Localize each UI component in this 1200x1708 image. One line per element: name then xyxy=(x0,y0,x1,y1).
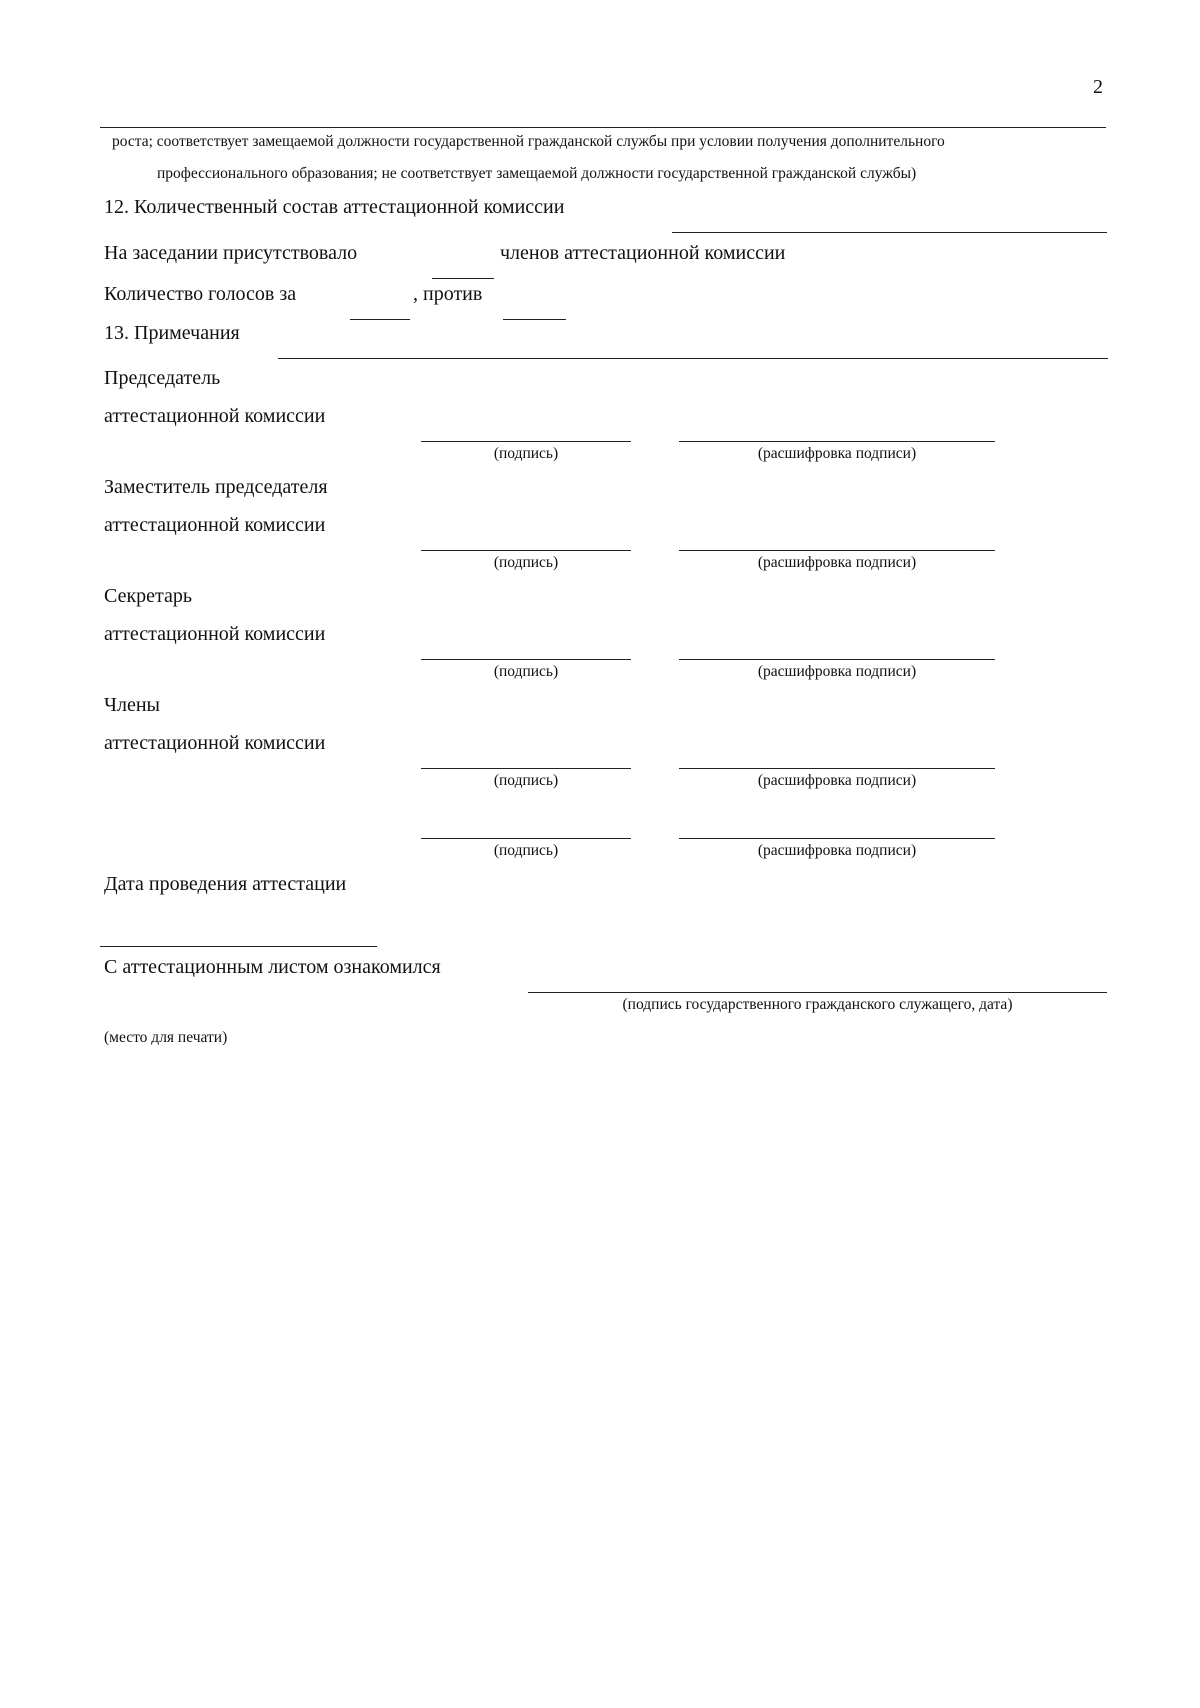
secretary-commission-label: аттестационной комиссии xyxy=(104,623,326,645)
present-label: На заседании присутствовало xyxy=(104,242,358,264)
decoding-caption: (расшифровка подписи) xyxy=(757,554,917,571)
votes-against-field[interactable] xyxy=(503,319,566,320)
chairman-label: Председатель xyxy=(104,367,221,389)
signature-caption: (подпись) xyxy=(493,842,559,859)
decoding-caption: (расшифровка подписи) xyxy=(757,772,917,789)
stamp-place: (место для печати) xyxy=(104,1029,228,1046)
present-count-field[interactable] xyxy=(432,278,494,279)
signature-caption: (подпись) xyxy=(493,663,559,680)
notes-field[interactable] xyxy=(278,358,1108,359)
member-2-signature-field[interactable] xyxy=(421,838,631,839)
secretary-decoding-field[interactable] xyxy=(679,659,995,660)
header-text-line1: роста; соответствует замещаемой должности государственной гражданской службы при условии получения дополнительного xyxy=(112,133,945,150)
attestation-date-label: Дата проведения аттестации xyxy=(104,873,347,895)
signature-caption: (подпись) xyxy=(493,772,559,789)
chairman-commission-label: аттестационной комиссии xyxy=(104,405,326,427)
votes-for-label: Количество голосов за xyxy=(104,283,297,305)
decoding-caption: (расшифровка подписи) xyxy=(757,663,917,680)
deputy-decoding-field[interactable] xyxy=(679,550,995,551)
members-commission-label: аттестационной комиссии xyxy=(104,732,326,754)
votes-against-label: , против xyxy=(413,283,483,305)
signature-caption: (подпись) xyxy=(493,554,559,571)
signature-caption: (подпись) xyxy=(493,445,559,462)
member-1-signature-field[interactable] xyxy=(421,768,631,769)
attestation-date-field[interactable] xyxy=(100,946,377,947)
page-number: 2 xyxy=(1093,76,1103,98)
header-rule xyxy=(100,127,1106,128)
votes-for-field[interactable] xyxy=(350,319,410,320)
present-suffix-label: членов аттестационной комиссии xyxy=(500,242,786,264)
section-12-title: 12. Количественный состав аттестационной комиссии xyxy=(104,196,565,218)
secretary-signature-field[interactable] xyxy=(421,659,631,660)
deputy-commission-label: аттестационной комиссии xyxy=(104,514,326,536)
decoding-caption: (расшифровка подписи) xyxy=(757,842,917,859)
section-12-field[interactable] xyxy=(672,232,1107,233)
member-2-decoding-field[interactable] xyxy=(679,838,995,839)
members-label: Члены xyxy=(104,694,160,716)
employee-signature-caption: (подпись государственного гражданского служащего, дата) xyxy=(622,996,1013,1013)
header-text-line2: профессионального образования; не соответствует замещаемой должности государственной гражданской службы) xyxy=(157,165,917,182)
member-1-decoding-field[interactable] xyxy=(679,768,995,769)
employee-signature-field[interactable] xyxy=(528,992,1107,993)
section-13-title: 13. Примечания xyxy=(104,322,240,344)
acknowledged-label: С аттестационным листом ознакомился xyxy=(104,956,441,978)
secretary-label: Секретарь xyxy=(104,585,193,607)
deputy-label: Заместитель председателя xyxy=(104,476,328,498)
chairman-decoding-field[interactable] xyxy=(679,441,995,442)
chairman-signature-field[interactable] xyxy=(421,441,631,442)
decoding-caption: (расшифровка подписи) xyxy=(757,445,917,462)
deputy-signature-field[interactable] xyxy=(421,550,631,551)
